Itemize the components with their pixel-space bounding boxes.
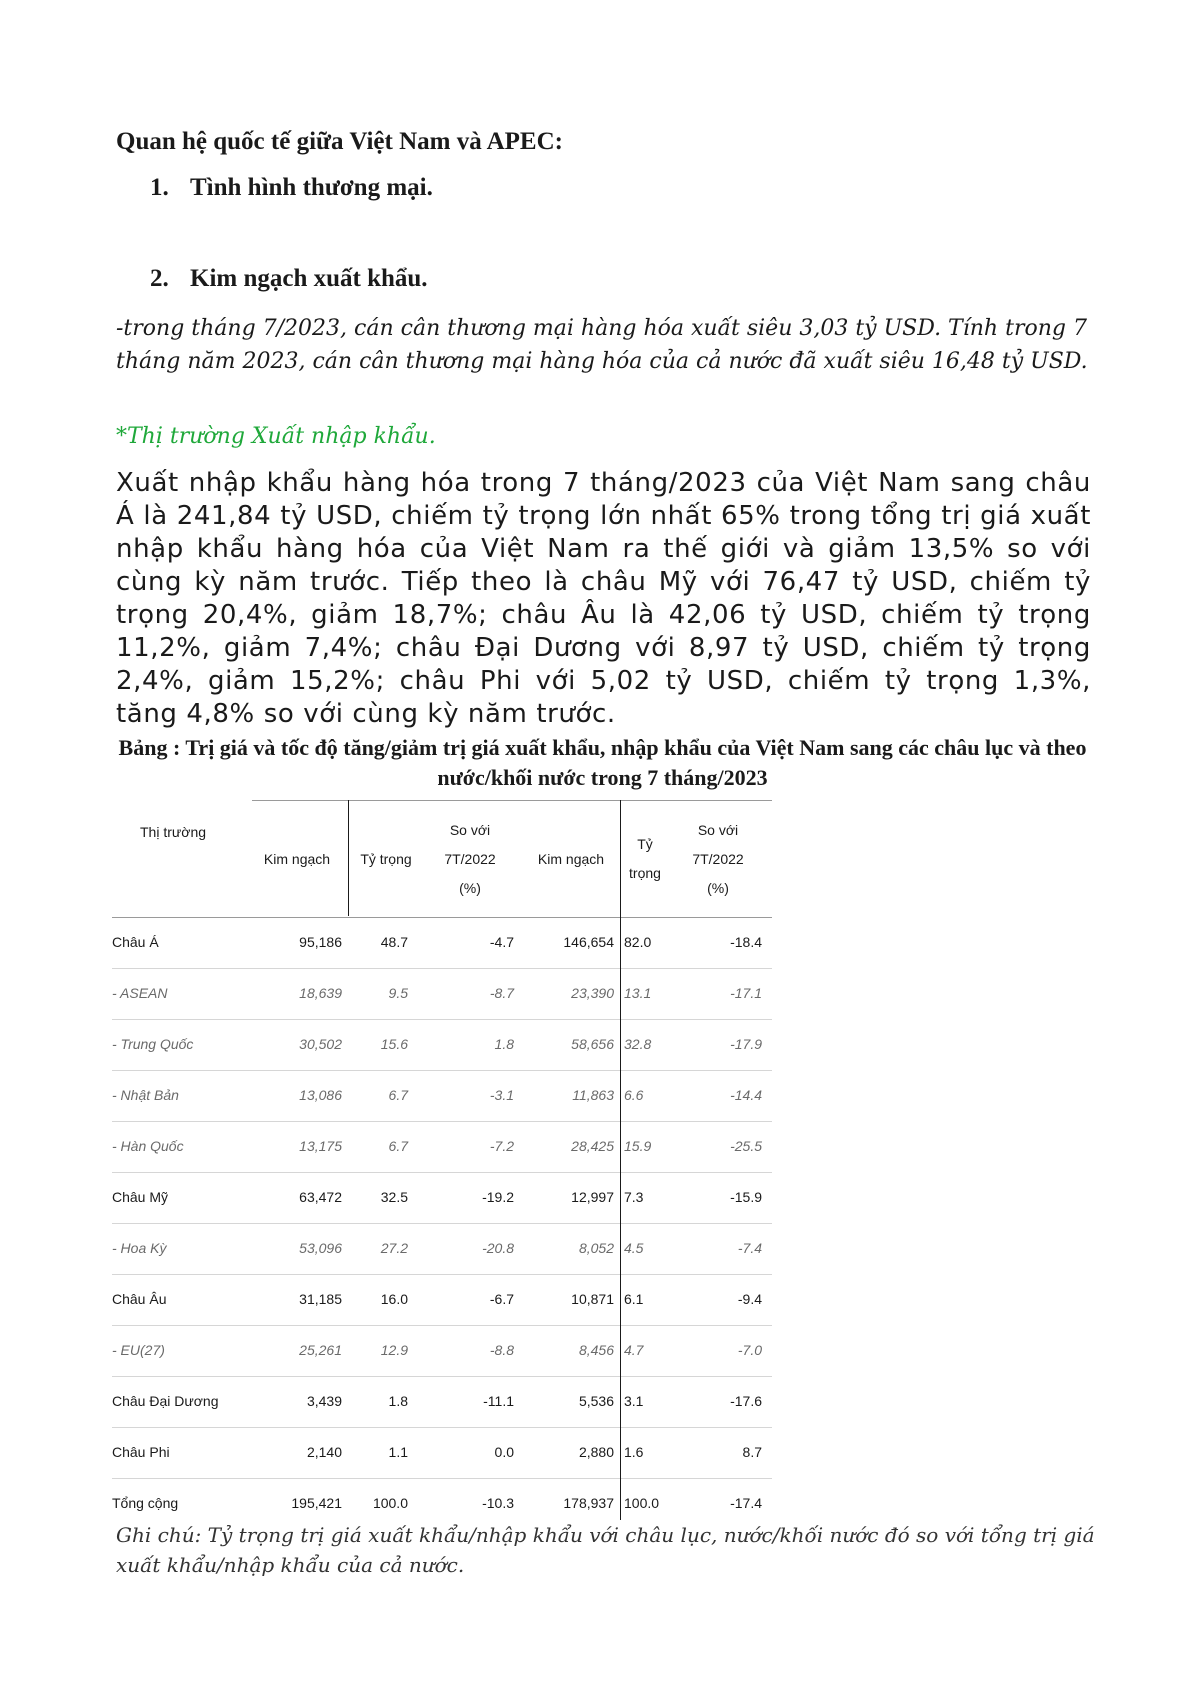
cell-ex-share: 32.5 <box>380 1189 408 1205</box>
cell-im-value: 10,871 <box>571 1291 614 1307</box>
cell-im-share: 15.9 <box>624 1138 652 1154</box>
header-export-change: So với 7T/2022 (%) <box>444 822 496 896</box>
header-market: Thị trường <box>140 824 207 840</box>
cell-im-share: 13.1 <box>624 985 652 1001</box>
table-row <box>112 1122 772 1173</box>
cell-im-value: 58,656 <box>571 1036 614 1052</box>
cell-im-change: -9.4 <box>737 1291 762 1307</box>
cell-im-share: 82.0 <box>624 934 652 950</box>
cell-ex-share: 48.7 <box>380 934 408 950</box>
trade-table <box>112 800 772 1520</box>
cell-market: Tổng cộng <box>112 1495 179 1511</box>
cell-im-change: -15.9 <box>730 1189 762 1205</box>
cell-ex-change: 0.0 <box>494 1444 514 1460</box>
cell-ex-share: 1.1 <box>388 1444 408 1460</box>
header-export-share: Tỷ trọng <box>360 851 412 867</box>
cell-ex-share: 15.6 <box>380 1036 408 1052</box>
cell-ex-change: -11.1 <box>483 1393 514 1409</box>
cell-market: - Trung Quốc <box>112 1036 194 1052</box>
table-row <box>112 1020 772 1071</box>
table-top-border <box>252 800 772 801</box>
cell-im-change: -17.9 <box>730 1036 762 1052</box>
cell-ex-value: 13,175 <box>299 1138 342 1154</box>
cell-market: Châu Âu <box>112 1291 167 1307</box>
cell-im-change: -7.0 <box>737 1342 762 1358</box>
table-note: Ghi chú: Tỷ trọng trị giá xuất khẩu/nhập khẩu với châu lục, nước/khối nước đó so với tổng trị giá xuất khẩu/nhập khẩu của cả nước. <box>116 1523 1095 1577</box>
cell-ex-value: 13,086 <box>299 1087 342 1103</box>
cell-market: - ASEAN <box>112 985 168 1001</box>
cell-market: Châu Á <box>112 934 159 950</box>
header-import-change: So với 7T/2022 (%) <box>692 822 744 896</box>
cell-im-share: 6.6 <box>624 1087 644 1103</box>
cell-im-change: -17.4 <box>730 1495 762 1511</box>
cell-ex-value: 18,639 <box>299 985 342 1001</box>
cell-ex-share: 16.0 <box>380 1291 408 1307</box>
section-label: *Thị trường Xuất nhập khẩu. <box>116 424 436 449</box>
cell-im-change: -25.5 <box>730 1138 762 1154</box>
table-row <box>112 1275 772 1326</box>
cell-ex-value: 30,502 <box>299 1036 342 1052</box>
cell-im-change: -17.6 <box>730 1393 762 1409</box>
cell-market: Châu Phi <box>112 1444 170 1460</box>
divider-right <box>620 800 621 1520</box>
cell-im-change: -7.4 <box>737 1240 762 1256</box>
cell-im-value: 12,997 <box>571 1189 614 1205</box>
table-row <box>112 1224 772 1275</box>
heading-2 <box>150 265 428 293</box>
table-row <box>112 1377 772 1428</box>
cell-im-change: 8.7 <box>742 1444 762 1460</box>
cell-ex-share: 1.8 <box>388 1393 408 1409</box>
heading-1-text: Tình hình thương mại. <box>190 174 433 201</box>
cell-ex-change: -20.8 <box>482 1240 514 1256</box>
cell-im-value: 2,880 <box>578 1444 614 1460</box>
cell-im-share: 3.1 <box>624 1393 644 1409</box>
heading-2-number: 2. <box>150 265 169 292</box>
table-row <box>112 1071 772 1122</box>
cell-im-change: -14.4 <box>730 1087 762 1103</box>
heading-2-text: Kim ngạch xuất khẩu. <box>190 265 428 292</box>
cell-ex-change: 1.8 <box>494 1036 514 1052</box>
cell-im-value: 28,425 <box>571 1138 614 1154</box>
table-caption: Bảng : Trị giá và tốc độ tăng/giảm trị giá xuất khẩu, nhập khẩu của Việt Nam sang các châu lục và theo nước/khối nước trong 7 tháng/2023 <box>118 735 1087 790</box>
cell-ex-share: 100.0 <box>372 1495 408 1511</box>
cell-ex-value: 2,140 <box>306 1444 342 1460</box>
cell-market: - Hàn Quốc <box>112 1138 184 1154</box>
document-title: Quan hệ quốc tế giữa Việt Nam và APEC: <box>116 128 563 155</box>
cell-im-change: -18.4 <box>730 934 762 950</box>
header-import-share: Tỷ trọng <box>629 836 661 881</box>
body-paragraph: Xuất nhập khẩu hàng hóa trong 7 tháng/2023 của Việt Nam sang châu Á là 241,84 tỷ USD, chiếm tỷ trọng lớn nhất 65% trong tổng trị giá xuất nhập khẩu hàng hóa của Việt Nam ra thế giới và giảm 13,5% so với cùng kỳ năm trước. Tiếp theo là châu Mỹ với 76,47 tỷ USD, chiếm tỷ trọng 20,4%, giảm 18,7%; châu Âu là 42,06 tỷ USD, chiếm tỷ trọng 11,2%, giảm 7,4%; châu Đại Dương với 8,97 tỷ USD, chiếm tỷ trọng 2,4%, giảm 15,2%; châu Phi với 5,02 tỷ USD, chiếm tỷ trọng 1,3%, tăng 4,8% so với cùng kỳ năm trước. <box>116 468 1091 729</box>
cell-ex-value: 3,439 <box>306 1393 342 1409</box>
cell-im-value: 8,456 <box>578 1342 614 1358</box>
cell-market: Châu Đại Dương <box>112 1393 219 1409</box>
cell-ex-change: -3.1 <box>489 1087 514 1103</box>
cell-ex-share: 27.2 <box>380 1240 408 1256</box>
cell-ex-change: -4.7 <box>489 934 514 950</box>
cell-ex-value: 195,421 <box>291 1495 342 1511</box>
cell-market: Châu Mỹ <box>112 1189 169 1205</box>
table-row <box>112 1428 772 1479</box>
header-import-value: Kim ngạch <box>537 851 605 867</box>
cell-ex-change: -8.8 <box>489 1342 514 1358</box>
cell-ex-change: -19.2 <box>482 1189 514 1205</box>
cell-im-share: 7.3 <box>624 1189 644 1205</box>
table-row <box>112 1173 772 1224</box>
cell-ex-share: 9.5 <box>388 985 408 1001</box>
cell-im-share: 4.5 <box>624 1240 644 1256</box>
heading-1-number: 1. <box>150 174 169 201</box>
cell-im-share: 100.0 <box>624 1495 660 1511</box>
cell-ex-value: 31,185 <box>299 1291 342 1307</box>
divider-left <box>348 800 349 916</box>
cell-im-value: 178,937 <box>563 1495 614 1511</box>
table-row <box>112 1326 772 1377</box>
cell-ex-value: 95,186 <box>299 934 342 950</box>
cell-im-share: 6.1 <box>624 1291 644 1307</box>
cell-market: - EU(27) <box>112 1342 165 1358</box>
table-row <box>112 969 772 1020</box>
cell-im-value: 11,863 <box>572 1087 614 1103</box>
cell-ex-change: -10.3 <box>482 1495 514 1511</box>
heading-1 <box>150 174 433 202</box>
table-row <box>112 918 772 969</box>
cell-ex-share: 12.9 <box>380 1342 408 1358</box>
intro-paragraph: -trong tháng 7/2023, cán cân thương mại hàng hóa xuất siêu 3,03 tỷ USD. Tính trong 7 tháng năm 2023, cán cân thương mại hàng hóa của cả nước đã xuất siêu 16,48 tỷ USD. <box>116 316 1088 374</box>
cell-market: - Hoa Kỳ <box>112 1240 167 1256</box>
cell-ex-change: -8.7 <box>489 985 514 1001</box>
cell-ex-share: 6.7 <box>388 1138 408 1154</box>
cell-ex-share: 6.7 <box>388 1087 408 1103</box>
cell-ex-change: -6.7 <box>489 1291 514 1307</box>
cell-im-value: 8,052 <box>578 1240 614 1256</box>
cell-im-value: 23,390 <box>571 985 614 1001</box>
cell-im-value: 5,536 <box>578 1393 614 1409</box>
header-export-value: Kim ngạch <box>263 851 331 867</box>
cell-ex-value: 25,261 <box>299 1342 342 1358</box>
cell-im-value: 146,654 <box>563 934 614 950</box>
cell-im-change: -17.1 <box>730 985 762 1001</box>
cell-market: - Nhật Bản <box>112 1087 179 1103</box>
cell-im-share: 32.8 <box>624 1036 652 1052</box>
cell-im-share: 1.6 <box>624 1444 644 1460</box>
cell-im-share: 4.7 <box>624 1342 644 1358</box>
cell-ex-value: 63,472 <box>299 1189 342 1205</box>
cell-ex-value: 53,096 <box>299 1240 342 1256</box>
cell-ex-change: -7.2 <box>489 1138 514 1154</box>
